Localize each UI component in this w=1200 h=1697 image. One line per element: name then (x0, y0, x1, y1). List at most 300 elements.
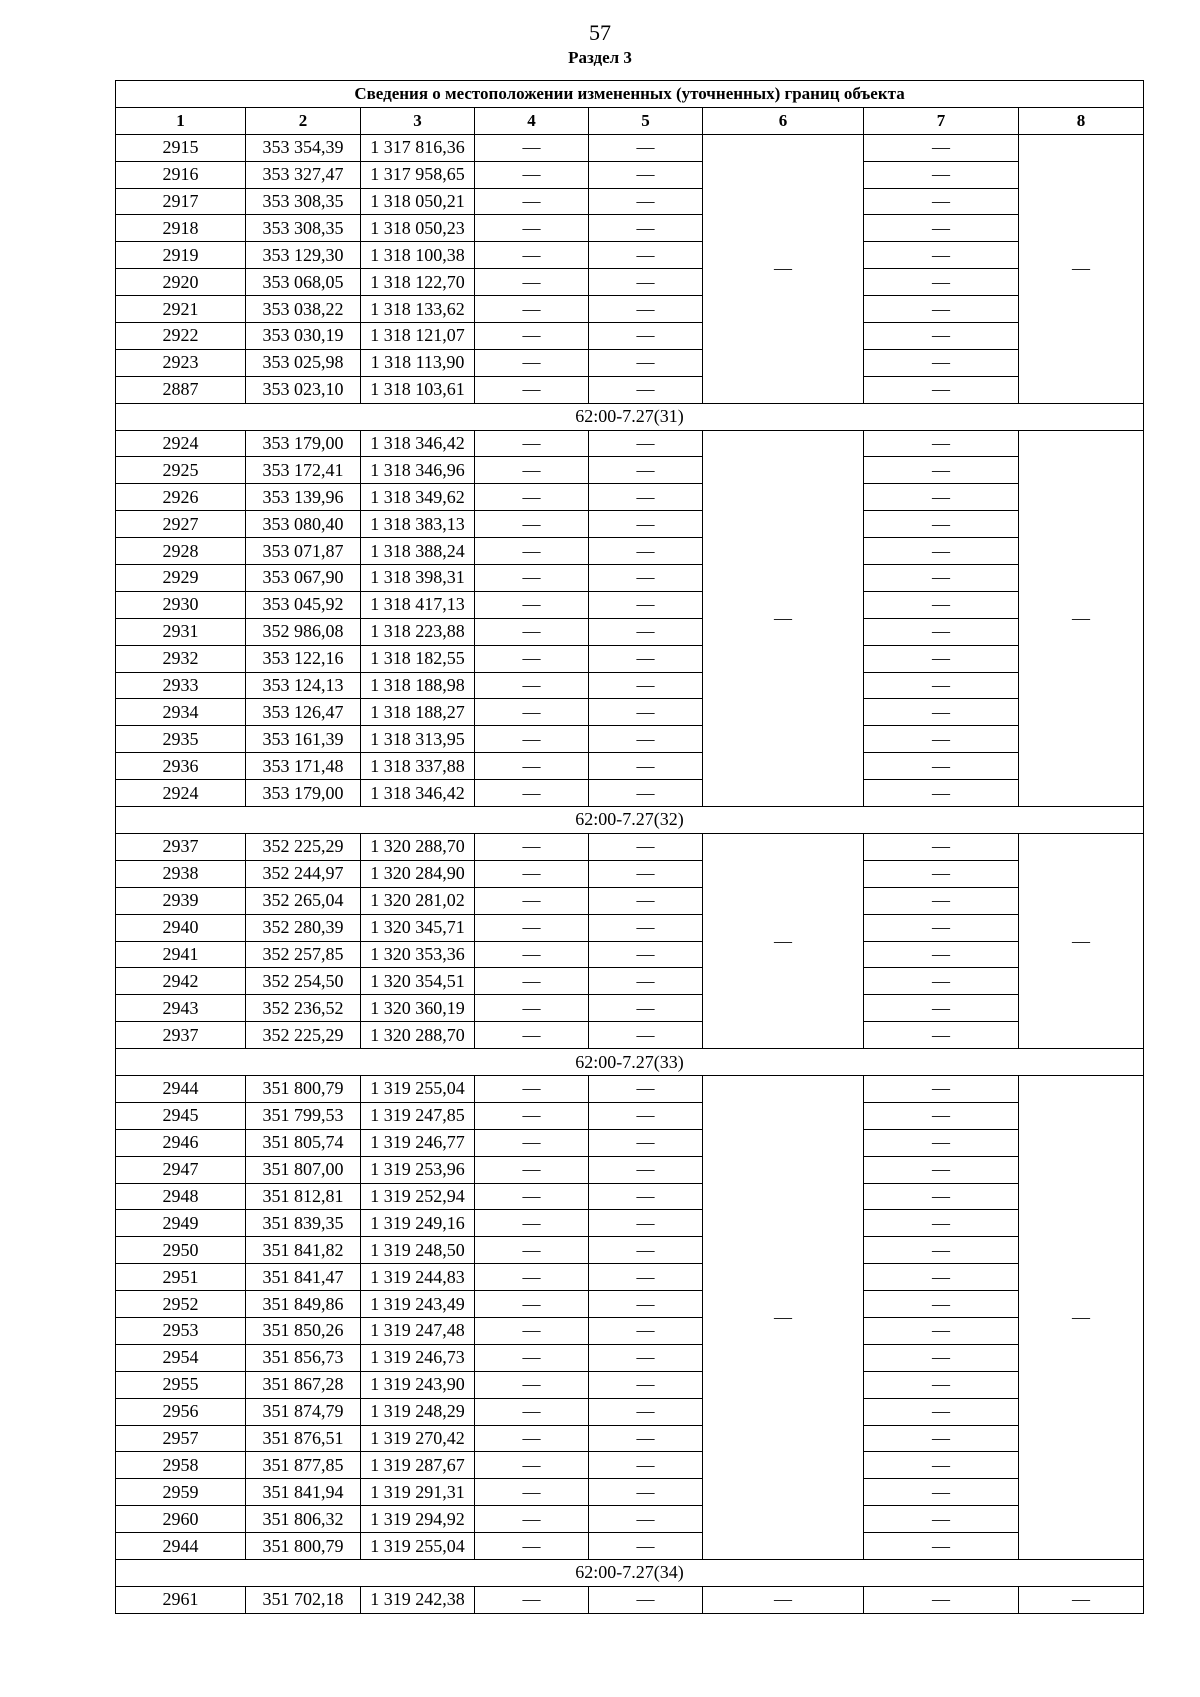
column-header: 2 (246, 107, 361, 134)
column-7-value: — (864, 565, 1019, 592)
column-6-value: — (703, 833, 864, 1048)
column-7-value: — (864, 376, 1019, 403)
column-7-value: — (864, 887, 1019, 914)
group-label: 62:00-7.27(32) (116, 807, 1144, 834)
table-row (116, 591, 1144, 618)
coordinate-x: 353 124,13 (246, 672, 361, 699)
column-5-value: — (589, 1344, 703, 1371)
point-number: 2915 (116, 134, 246, 161)
coordinate-y: 1 319 247,85 (361, 1102, 475, 1129)
coordinate-x: 351 876,51 (246, 1425, 361, 1452)
column-5-value: — (589, 323, 703, 350)
column-4-value: — (475, 1022, 589, 1049)
coordinate-y: 1 318 398,31 (361, 565, 475, 592)
table-row (116, 484, 1144, 511)
point-number: 2949 (116, 1210, 246, 1237)
table-row (116, 1291, 1144, 1318)
coordinate-x: 353 172,41 (246, 457, 361, 484)
column-header: 1 (116, 107, 246, 134)
table-row (116, 1479, 1144, 1506)
coordinate-y: 1 318 188,98 (361, 672, 475, 699)
point-number: 2927 (116, 511, 246, 538)
column-5-value: — (589, 457, 703, 484)
column-7-value: — (864, 296, 1019, 323)
column-7-value: — (864, 188, 1019, 215)
column-7-value: — (864, 1022, 1019, 1049)
coordinate-x: 351 839,35 (246, 1210, 361, 1237)
table-row (116, 699, 1144, 726)
coordinate-x: 353 068,05 (246, 269, 361, 296)
coordinate-y: 1 319 249,16 (361, 1210, 475, 1237)
coordinate-y: 1 318 133,62 (361, 296, 475, 323)
table-row (116, 1398, 1144, 1425)
table-row (116, 1371, 1144, 1398)
column-5-value: — (589, 699, 703, 726)
column-4-value: — (475, 968, 589, 995)
column-5-value: — (589, 1586, 703, 1613)
coordinate-x: 351 799,53 (246, 1102, 361, 1129)
coordinate-x: 353 122,16 (246, 645, 361, 672)
table-row (116, 941, 1144, 968)
column-4-value: — (475, 376, 589, 403)
coordinate-y: 1 317 958,65 (361, 161, 475, 188)
coordinate-y: 1 320 288,70 (361, 1022, 475, 1049)
point-number: 2926 (116, 484, 246, 511)
coordinate-y: 1 320 360,19 (361, 995, 475, 1022)
coordinate-y: 1 318 223,88 (361, 618, 475, 645)
table-row (116, 1183, 1144, 1210)
point-number: 2954 (116, 1344, 246, 1371)
column-header: 7 (864, 107, 1019, 134)
point-number: 2960 (116, 1506, 246, 1533)
column-5-value: — (589, 618, 703, 645)
section-title: Раздел 3 (568, 48, 632, 67)
column-5-value: — (589, 1291, 703, 1318)
column-4-value: — (475, 1371, 589, 1398)
point-number: 2929 (116, 565, 246, 592)
column-7-value: — (864, 349, 1019, 376)
table-row (116, 753, 1144, 780)
table-row (116, 538, 1144, 565)
coordinate-y: 1 318 182,55 (361, 645, 475, 672)
table-row (116, 726, 1144, 753)
column-7-value: — (864, 430, 1019, 457)
column-4-value: — (475, 726, 589, 753)
column-5-value: — (589, 645, 703, 672)
column-7-value: — (864, 538, 1019, 565)
table-row (116, 215, 1144, 242)
column-4-value: — (475, 914, 589, 941)
column-4-value: — (475, 1075, 589, 1102)
coordinate-y: 1 318 346,42 (361, 430, 475, 457)
point-number: 2944 (116, 1075, 246, 1102)
point-number: 2919 (116, 242, 246, 269)
coordinate-y: 1 319 248,29 (361, 1398, 475, 1425)
column-4-value: — (475, 995, 589, 1022)
coordinate-x: 351 849,86 (246, 1291, 361, 1318)
column-7-value: — (864, 1210, 1019, 1237)
column-7-value: — (864, 1586, 1019, 1613)
column-4-value: — (475, 430, 589, 457)
column-4-value: — (475, 242, 589, 269)
column-5-value: — (589, 242, 703, 269)
column-5-value: — (589, 753, 703, 780)
column-7-value: — (864, 941, 1019, 968)
table-row (116, 1102, 1144, 1129)
column-4-value: — (475, 1102, 589, 1129)
coordinate-x: 353 327,47 (246, 161, 361, 188)
column-4-value: — (475, 645, 589, 672)
table-row (116, 1264, 1144, 1291)
point-number: 2953 (116, 1317, 246, 1344)
point-number: 2946 (116, 1129, 246, 1156)
coordinate-y: 1 319 255,04 (361, 1075, 475, 1102)
coordinate-x: 353 045,92 (246, 591, 361, 618)
coordinate-x: 351 800,79 (246, 1075, 361, 1102)
coordinate-x: 351 841,82 (246, 1237, 361, 1264)
point-number: 2924 (116, 780, 246, 807)
column-7-value: — (864, 269, 1019, 296)
column-7-value: — (864, 780, 1019, 807)
column-6-value: — (703, 1586, 864, 1613)
column-7-value: — (864, 914, 1019, 941)
point-number: 2943 (116, 995, 246, 1022)
column-4-value: — (475, 1183, 589, 1210)
column-5-value: — (589, 941, 703, 968)
column-7-value: — (864, 242, 1019, 269)
coordinate-x: 353 139,96 (246, 484, 361, 511)
point-number: 2933 (116, 672, 246, 699)
coordinate-x: 352 280,39 (246, 914, 361, 941)
coordinate-x: 352 265,04 (246, 887, 361, 914)
column-header: 4 (475, 107, 589, 134)
column-4-value: — (475, 1344, 589, 1371)
column-5-value: — (589, 780, 703, 807)
point-number: 2917 (116, 188, 246, 215)
point-number: 2950 (116, 1237, 246, 1264)
coordinate-x: 353 025,98 (246, 349, 361, 376)
column-4-value: — (475, 591, 589, 618)
table-row (116, 968, 1144, 995)
table-row (116, 242, 1144, 269)
column-4-value: — (475, 1479, 589, 1506)
column-7-value: — (864, 511, 1019, 538)
column-5-value: — (589, 1533, 703, 1560)
coordinate-x: 353 179,00 (246, 430, 361, 457)
column-5-value: — (589, 188, 703, 215)
point-number: 2957 (116, 1425, 246, 1452)
table-row (116, 188, 1144, 215)
table-row (116, 376, 1144, 403)
coordinate-y: 1 319 246,77 (361, 1129, 475, 1156)
coordinate-y: 1 320 284,90 (361, 860, 475, 887)
column-5-value: — (589, 1022, 703, 1049)
column-5-value: — (589, 995, 703, 1022)
coordinate-y: 1 318 100,38 (361, 242, 475, 269)
column-5-value: — (589, 1237, 703, 1264)
coordinate-y: 1 319 291,31 (361, 1479, 475, 1506)
column-4-value: — (475, 1291, 589, 1318)
coordinate-x: 353 067,90 (246, 565, 361, 592)
group-label-row (116, 807, 1144, 834)
table-row (116, 134, 1144, 161)
column-header: 3 (361, 107, 475, 134)
table-row (116, 296, 1144, 323)
column-5-value: — (589, 511, 703, 538)
coordinate-y: 1 319 294,92 (361, 1506, 475, 1533)
coordinate-y: 1 317 816,36 (361, 134, 475, 161)
column-7-value: — (864, 1452, 1019, 1479)
column-5-value: — (589, 833, 703, 860)
table-row (116, 995, 1144, 1022)
coordinate-x: 353 161,39 (246, 726, 361, 753)
coordinate-x: 351 841,94 (246, 1479, 361, 1506)
group-label: 62:00-7.27(34) (116, 1559, 1144, 1586)
column-7-value: — (864, 1264, 1019, 1291)
column-5-value: — (589, 134, 703, 161)
point-number: 2928 (116, 538, 246, 565)
table-row (116, 1022, 1144, 1049)
column-5-value: — (589, 726, 703, 753)
column-4-value: — (475, 833, 589, 860)
point-number: 2924 (116, 430, 246, 457)
coordinate-y: 1 318 122,70 (361, 269, 475, 296)
column-6-value: — (703, 134, 864, 403)
column-5-value: — (589, 565, 703, 592)
column-5-value: — (589, 1156, 703, 1183)
coordinate-y: 1 319 287,67 (361, 1452, 475, 1479)
group-label: 62:00-7.27(31) (116, 403, 1144, 430)
coordinate-x: 351 702,18 (246, 1586, 361, 1613)
coordinate-y: 1 318 313,95 (361, 726, 475, 753)
coordinate-y: 1 319 252,94 (361, 1183, 475, 1210)
coordinate-x: 351 841,47 (246, 1264, 361, 1291)
coordinate-y: 1 318 113,90 (361, 349, 475, 376)
point-number: 2930 (116, 591, 246, 618)
column-4-value: — (475, 1506, 589, 1533)
coordinate-x: 353 023,10 (246, 376, 361, 403)
column-7-value: — (864, 618, 1019, 645)
column-4-value: — (475, 860, 589, 887)
table-row (116, 672, 1144, 699)
column-4-value: — (475, 296, 589, 323)
coordinate-x: 351 867,28 (246, 1371, 361, 1398)
column-5-value: — (589, 296, 703, 323)
coordinate-y: 1 319 253,96 (361, 1156, 475, 1183)
point-number: 2952 (116, 1291, 246, 1318)
column-7-value: — (864, 1291, 1019, 1318)
column-7-value: — (864, 1129, 1019, 1156)
table-row (116, 645, 1144, 672)
table-row (116, 887, 1144, 914)
point-number: 2945 (116, 1102, 246, 1129)
column-7-value: — (864, 457, 1019, 484)
column-7-value: — (864, 833, 1019, 860)
page-number: 57 (589, 20, 611, 45)
column-7-value: — (864, 161, 1019, 188)
column-5-value: — (589, 1210, 703, 1237)
column-7-value: — (864, 134, 1019, 161)
column-4-value: — (475, 484, 589, 511)
column-7-value: — (864, 753, 1019, 780)
coordinate-x: 351 800,79 (246, 1533, 361, 1560)
coordinate-x: 351 856,73 (246, 1344, 361, 1371)
column-4-value: — (475, 269, 589, 296)
coordinate-y: 1 318 346,96 (361, 457, 475, 484)
table-row (116, 1425, 1144, 1452)
column-4-value: — (475, 323, 589, 350)
point-number: 2936 (116, 753, 246, 780)
column-5-value: — (589, 1264, 703, 1291)
column-6-value: — (703, 430, 864, 806)
table-row (116, 1156, 1144, 1183)
column-4-value: — (475, 1586, 589, 1613)
column-4-value: — (475, 699, 589, 726)
point-number: 2932 (116, 645, 246, 672)
coordinate-y: 1 318 388,24 (361, 538, 475, 565)
coordinate-y: 1 320 354,51 (361, 968, 475, 995)
coordinate-y: 1 318 050,21 (361, 188, 475, 215)
coordinate-y: 1 320 288,70 (361, 833, 475, 860)
table-row (116, 618, 1144, 645)
point-number: 2937 (116, 1022, 246, 1049)
column-5-value: — (589, 376, 703, 403)
column-7-value: — (864, 1156, 1019, 1183)
point-number: 2937 (116, 833, 246, 860)
coordinate-y: 1 319 243,49 (361, 1291, 475, 1318)
coordinate-x: 351 807,00 (246, 1156, 361, 1183)
column-4-value: — (475, 618, 589, 645)
column-7-value: — (864, 1533, 1019, 1560)
column-5-value: — (589, 887, 703, 914)
column-4-value: — (475, 565, 589, 592)
coordinate-y: 1 318 103,61 (361, 376, 475, 403)
column-4-value: — (475, 161, 589, 188)
column-7-value: — (864, 1102, 1019, 1129)
column-5-value: — (589, 161, 703, 188)
coordinate-y: 1 319 248,50 (361, 1237, 475, 1264)
column-4-value: — (475, 1237, 589, 1264)
column-7-value: — (864, 1183, 1019, 1210)
column-5-value: — (589, 968, 703, 995)
coordinate-x: 353 179,00 (246, 780, 361, 807)
column-5-value: — (589, 914, 703, 941)
point-number: 2918 (116, 215, 246, 242)
coordinate-x: 353 126,47 (246, 699, 361, 726)
table-body (116, 134, 1144, 1613)
column-4-value: — (475, 349, 589, 376)
coordinate-x: 352 225,29 (246, 1022, 361, 1049)
coordinate-x: 353 171,48 (246, 753, 361, 780)
table-row (116, 1452, 1144, 1479)
column-7-value: — (864, 860, 1019, 887)
column-7-value: — (864, 1479, 1019, 1506)
coordinate-x: 351 850,26 (246, 1317, 361, 1344)
column-5-value: — (589, 1452, 703, 1479)
column-5-value: — (589, 1479, 703, 1506)
column-4-value: — (475, 188, 589, 215)
column-4-value: — (475, 672, 589, 699)
column-7-value: — (864, 1344, 1019, 1371)
column-7-value: — (864, 323, 1019, 350)
table-row (116, 511, 1144, 538)
table-row (116, 860, 1144, 887)
coordinate-x: 352 244,97 (246, 860, 361, 887)
column-5-value: — (589, 591, 703, 618)
table-row (116, 457, 1144, 484)
column-4-value: — (475, 1425, 589, 1452)
table-row (116, 1586, 1144, 1613)
column-7-value: — (864, 699, 1019, 726)
column-4-value: — (475, 1129, 589, 1156)
point-number: 2942 (116, 968, 246, 995)
column-4-value: — (475, 1264, 589, 1291)
point-number: 2951 (116, 1264, 246, 1291)
table-row (116, 1237, 1144, 1264)
column-7-value: — (864, 1506, 1019, 1533)
column-8-value: — (1019, 833, 1144, 1048)
column-5-value: — (589, 1129, 703, 1156)
column-8-value: — (1019, 134, 1144, 403)
table-row (116, 323, 1144, 350)
column-7-value: — (864, 484, 1019, 511)
coordinate-y: 1 319 243,90 (361, 1371, 475, 1398)
point-number: 2923 (116, 349, 246, 376)
column-4-value: — (475, 780, 589, 807)
coordinate-y: 1 319 242,38 (361, 1586, 475, 1613)
column-4-value: — (475, 457, 589, 484)
column-8-value: — (1019, 430, 1144, 806)
point-number: 2955 (116, 1371, 246, 1398)
point-number: 2959 (116, 1479, 246, 1506)
coordinate-y: 1 319 270,42 (361, 1425, 475, 1452)
coordinate-x: 352 986,08 (246, 618, 361, 645)
column-4-value: — (475, 1317, 589, 1344)
column-7-value: — (864, 1425, 1019, 1452)
coordinate-y: 1 320 281,02 (361, 887, 475, 914)
coordinate-y: 1 318 417,13 (361, 591, 475, 618)
column-7-value: — (864, 1317, 1019, 1344)
coordinate-x: 353 308,35 (246, 188, 361, 215)
group-label-row (116, 1559, 1144, 1586)
column-5-value: — (589, 672, 703, 699)
coordinate-x: 351 806,32 (246, 1506, 361, 1533)
column-5-value: — (589, 1183, 703, 1210)
table-row (116, 1075, 1144, 1102)
coordinate-x: 352 254,50 (246, 968, 361, 995)
point-number: 2948 (116, 1183, 246, 1210)
coordinate-x: 353 038,22 (246, 296, 361, 323)
column-5-value: — (589, 1075, 703, 1102)
table-title: Сведения о местоположении измененных (уточненных) границ объекта (116, 81, 1144, 108)
table-row (116, 914, 1144, 941)
column-7-value: — (864, 1371, 1019, 1398)
point-number: 2887 (116, 376, 246, 403)
column-5-value: — (589, 215, 703, 242)
coordinate-x: 351 877,85 (246, 1452, 361, 1479)
point-number: 2920 (116, 269, 246, 296)
table-row (116, 1129, 1144, 1156)
coordinate-y: 1 318 050,23 (361, 215, 475, 242)
coordinate-y: 1 318 121,07 (361, 323, 475, 350)
column-5-value: — (589, 430, 703, 457)
column-header: 6 (703, 107, 864, 134)
coordinate-x: 352 257,85 (246, 941, 361, 968)
point-number: 2921 (116, 296, 246, 323)
column-4-value: — (475, 941, 589, 968)
column-4-value: — (475, 1533, 589, 1560)
column-5-value: — (589, 269, 703, 296)
